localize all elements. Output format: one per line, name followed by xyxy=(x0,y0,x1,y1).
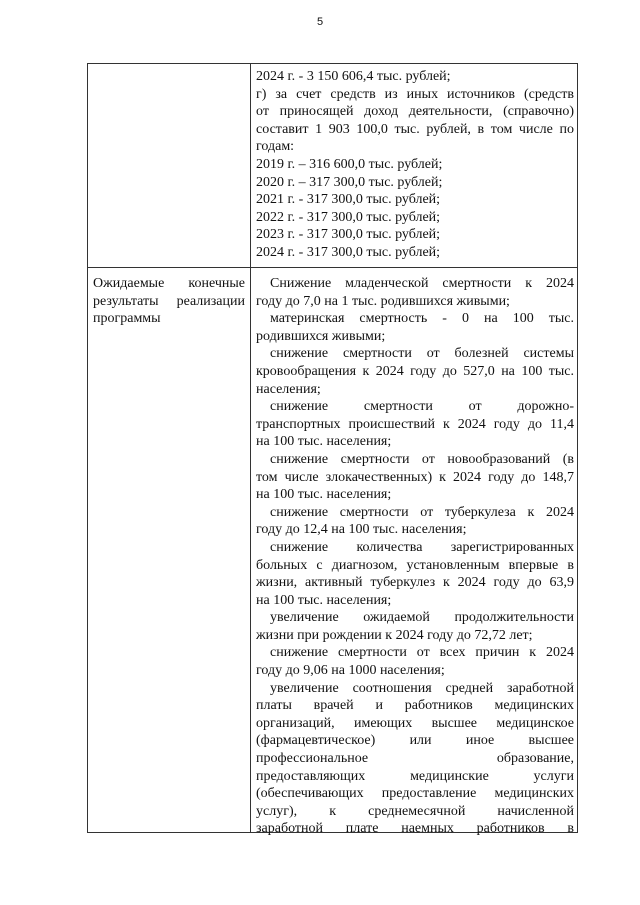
results-line: году до 9,06 на 1000 населения; xyxy=(256,663,445,679)
results-text-cell xyxy=(256,275,574,838)
results-label-line: Ожидаемые конечные xyxy=(93,276,245,291)
results-line: (обеспечивающих предоставление медицинских xyxy=(256,786,574,802)
funding-line: 2024 г. - 317 300,0 тыс. рублей; xyxy=(256,244,441,260)
results-line: снижение смертности от новообразований (в xyxy=(270,451,574,467)
results-line: снижение смертности от болезней системы xyxy=(270,346,574,362)
funding-line: 2019 г. – 316 600,0 тыс. рублей; xyxy=(256,156,443,172)
results-line: жизни при рождении к 2024 году до 72,72 лет; xyxy=(256,627,533,643)
results-line: на 100 тыс. населения; xyxy=(256,592,392,608)
results-line: снижение смертности от всех причин к 2024 xyxy=(270,645,574,661)
results-line: на 100 тыс. населения; xyxy=(256,434,392,450)
funding-line: 2020 г. – 317 300,0 тыс. рублей; xyxy=(256,174,443,190)
funding-text-cell xyxy=(256,68,574,262)
results-line: на 100 тыс. населения; xyxy=(256,487,392,503)
page-number: 5 xyxy=(316,16,324,28)
results-line: платы врачей и работников медицинских xyxy=(256,698,574,714)
results-line: (фармацевтическое) или иное высшее xyxy=(256,733,574,749)
results-line: снижение смертности от дорожно- xyxy=(270,399,574,415)
results-line: материнская смертность - 0 на 100 тыс. xyxy=(270,311,574,327)
funding-line: годам: xyxy=(256,139,295,155)
results-line: кровообращения к 2024 году до 527,0 на 100 тыс. xyxy=(256,363,574,379)
table-row-expected-results xyxy=(88,268,577,837)
results-line: родившихся живыми; xyxy=(256,328,386,344)
column-divider xyxy=(250,64,251,267)
results-line: году до 7,0 на 1 тыс. родившихся живыми; xyxy=(256,293,510,309)
results-label-line: программы xyxy=(93,311,161,327)
funding-line: 2024 г. - 3 150 606,4 тыс. рублей; xyxy=(256,69,451,84)
results-line: профессиональное образование, xyxy=(256,751,574,767)
results-line: организаций, имеющих высшее медицинское xyxy=(256,715,574,731)
funding-line: 2021 г. - 317 300,0 тыс. рублей; xyxy=(256,192,441,208)
results-line: населения; xyxy=(256,381,321,397)
results-line: предоставляющих медицинские услуги xyxy=(256,768,574,784)
results-label-cell xyxy=(93,275,245,328)
results-line: снижение количества зарегистрированных xyxy=(270,539,574,555)
results-line: году до 12,4 на 100 тыс. населения; xyxy=(256,522,467,538)
column-divider xyxy=(250,268,251,832)
funding-line: 2023 г. - 317 300,0 тыс. рублей; xyxy=(256,227,441,243)
results-line: увеличение ожидаемой продолжительности xyxy=(270,610,574,626)
results-line: больных с диагнозом, установленным впервые в xyxy=(256,557,574,573)
results-line: транспортных происшествий к 2024 году до 11,4 xyxy=(256,416,574,432)
funding-line: 2022 г. - 317 300,0 тыс. рублей; xyxy=(256,209,441,225)
results-line: увеличение соотношения средней заработной xyxy=(270,680,574,696)
results-line: снижение смертности от туберкулеза к 2024 xyxy=(270,504,574,520)
funding-line: составит 1 903 100,0 тыс. рублей, в том числе по xyxy=(256,121,574,137)
results-line: заработной плате наемных работников в xyxy=(256,821,574,837)
results-line: услуг), к среднемесячной начисленной xyxy=(256,803,574,819)
results-line: том числе злокачественных) к 2024 году до 148,7 xyxy=(256,469,574,485)
table-row-funding xyxy=(88,64,577,268)
funding-line: г) за счет средств из иных источников (средств xyxy=(256,86,574,102)
funding-line: от приносящей доход деятельности, (справочно) xyxy=(256,104,574,120)
program-passport-table xyxy=(87,63,578,837)
results-label-line: результаты реализации xyxy=(93,293,245,309)
results-line: Снижение младенческой смертности к 2024 xyxy=(270,276,574,291)
results-line: жизни, активный туберкулез к 2024 году до 63,9 xyxy=(256,575,574,591)
